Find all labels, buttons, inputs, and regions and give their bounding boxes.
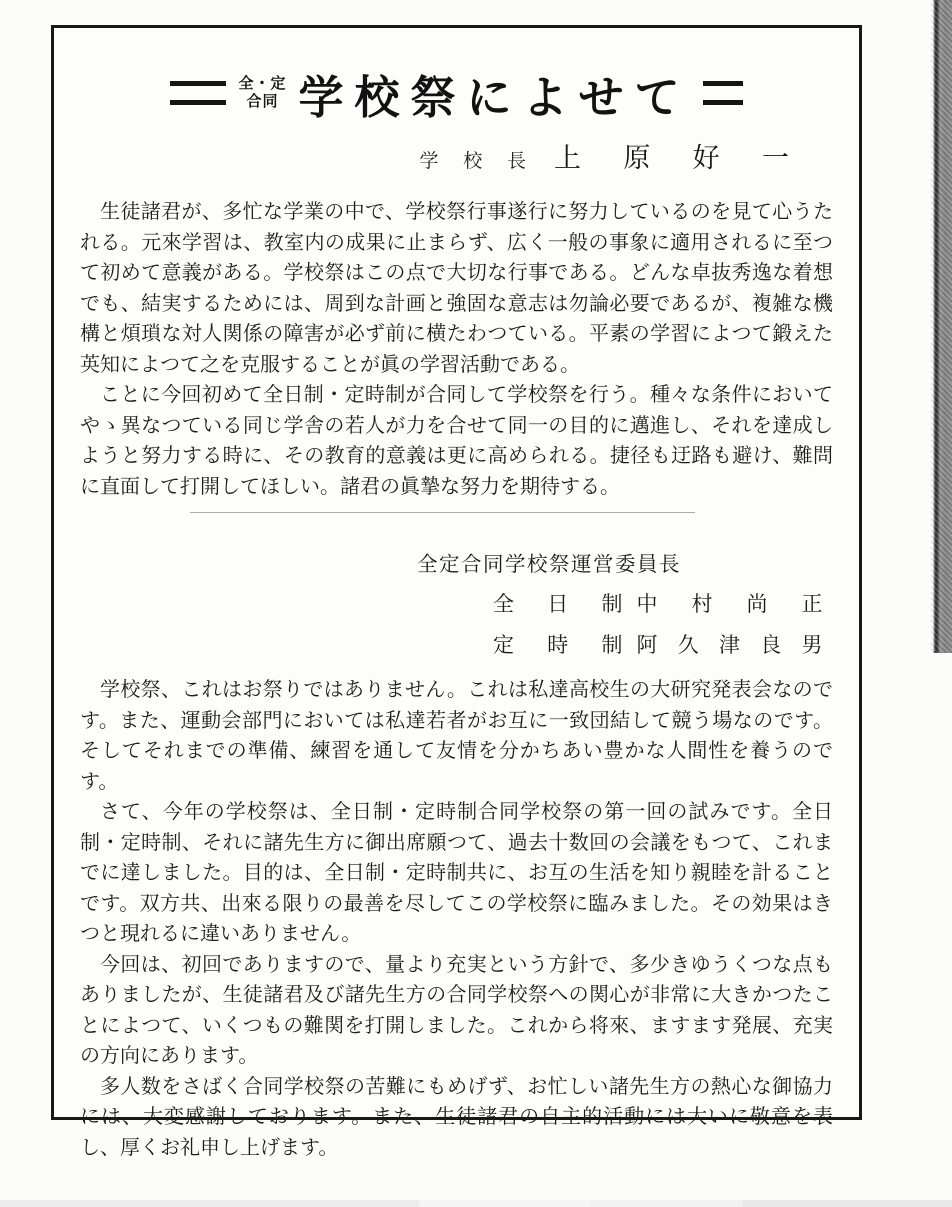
paragraph: 学校祭、これはお祭りではありません。これは私達高校生の大研究発表会なのです。また、運動会部門においては私達若者がお互に一致団結して競う場なのです。そしてそれまでの準備、練習を通して友情を分かちあい豊かな人間性を養うのです。: [80, 679, 833, 793]
committee-heading: 全定合同学校祭運営委員長: [417, 554, 681, 576]
paragraph: 多人数をさばく合同学校祭の苦難にもめげず、お忙しい諸先生方の熱心な御協力には、大変感謝しております。また、生徒諸君の自主的活動には大いに敬意を表し、厚くお礼申し上げます。: [80, 1075, 833, 1159]
page-border-frame: [51, 25, 862, 1159]
author-name: 上 原 好 一: [554, 143, 789, 173]
paragraph: 今回は、初回でありますので、量より充実という方針で、多少きゆうくつな点もありましたが、生徒諸君及び諸先生方の合同学校祭への関心が非常に大きかつたことによつて、いくつもの難関を打開しました。これから将來、ますます発展、充実の方向にあります。: [80, 953, 833, 1067]
scan-edge-shadow: [931, 0, 952, 653]
member-name: 阿 久 津 良 男: [636, 633, 823, 657]
title-prefix-line2: 合同: [246, 93, 279, 110]
author-role: 学 校 長: [419, 151, 536, 172]
author-line: [80, 136, 789, 175]
committee-member: [493, 588, 833, 618]
paragraph: さて、今年の学校祭は、全日制・定時制合同学校祭の第一回の試みです。全日制・定時制、それに諸先生方に御出席願つて、過去十数回の会議をもつて、これまでに達しました。目的は、全日制・定時制共に、お互の生活を知り親睦を計ることです。双方共、出來る限りの最善を尽してこの学校祭に臨みました。その効果はきつと現れるに違いありません。: [80, 801, 833, 945]
title-prefix: [238, 75, 286, 111]
section-divider: [190, 512, 695, 513]
title-main-text: 学校祭によせて: [298, 71, 691, 123]
body-section-1: [80, 197, 833, 502]
paragraph: 生徒諸君が、多忙な学業の中で、学校祭行事遂行に努力しているのを見て心うたれる。元來学習は、教室内の成果に止まらず、広く一般の事象に適用されるに至つて初めて意義がある。学校祭はこの点で大切な行事である。どんな卓抜秀逸な着想でも、結実するためには、周到な計画と強固な意志は勿論必要であるが、複雑な機構と煩瑣な対人関係の障害が必ず前に横たわつている。平素の学習によつて鍛えた英知によつて之を克服することが眞の学習活動である。: [80, 201, 833, 376]
title-prefix-line1: 全・定: [238, 75, 287, 92]
committee-block: [80, 547, 833, 659]
member-name: 中 村 尚 正: [636, 592, 823, 616]
committee-member: [493, 629, 833, 659]
paragraph: ことに今回初めて全日制・定時制が合同して学校祭を行う。種々な条件においてやゝ異なつている同じ学舎の若人が力を合せて同一の目的に邁進し、それを達成しようと努力する時に、その教育的意義は更に高められる。捷径も迂路も避け、難問に直面して打開してほしい。諸君の眞摯な努力を期待する。: [80, 384, 833, 498]
member-division: 定 時 制: [493, 633, 637, 657]
body-section-2: [80, 675, 833, 1163]
title-double-bar-right-icon: [703, 81, 743, 105]
scan-bottom-shadow: [0, 1200, 952, 1207]
page-title: [80, 62, 833, 124]
title-double-bar-left-icon: [170, 81, 226, 105]
member-division: 全 日 制: [493, 592, 637, 616]
